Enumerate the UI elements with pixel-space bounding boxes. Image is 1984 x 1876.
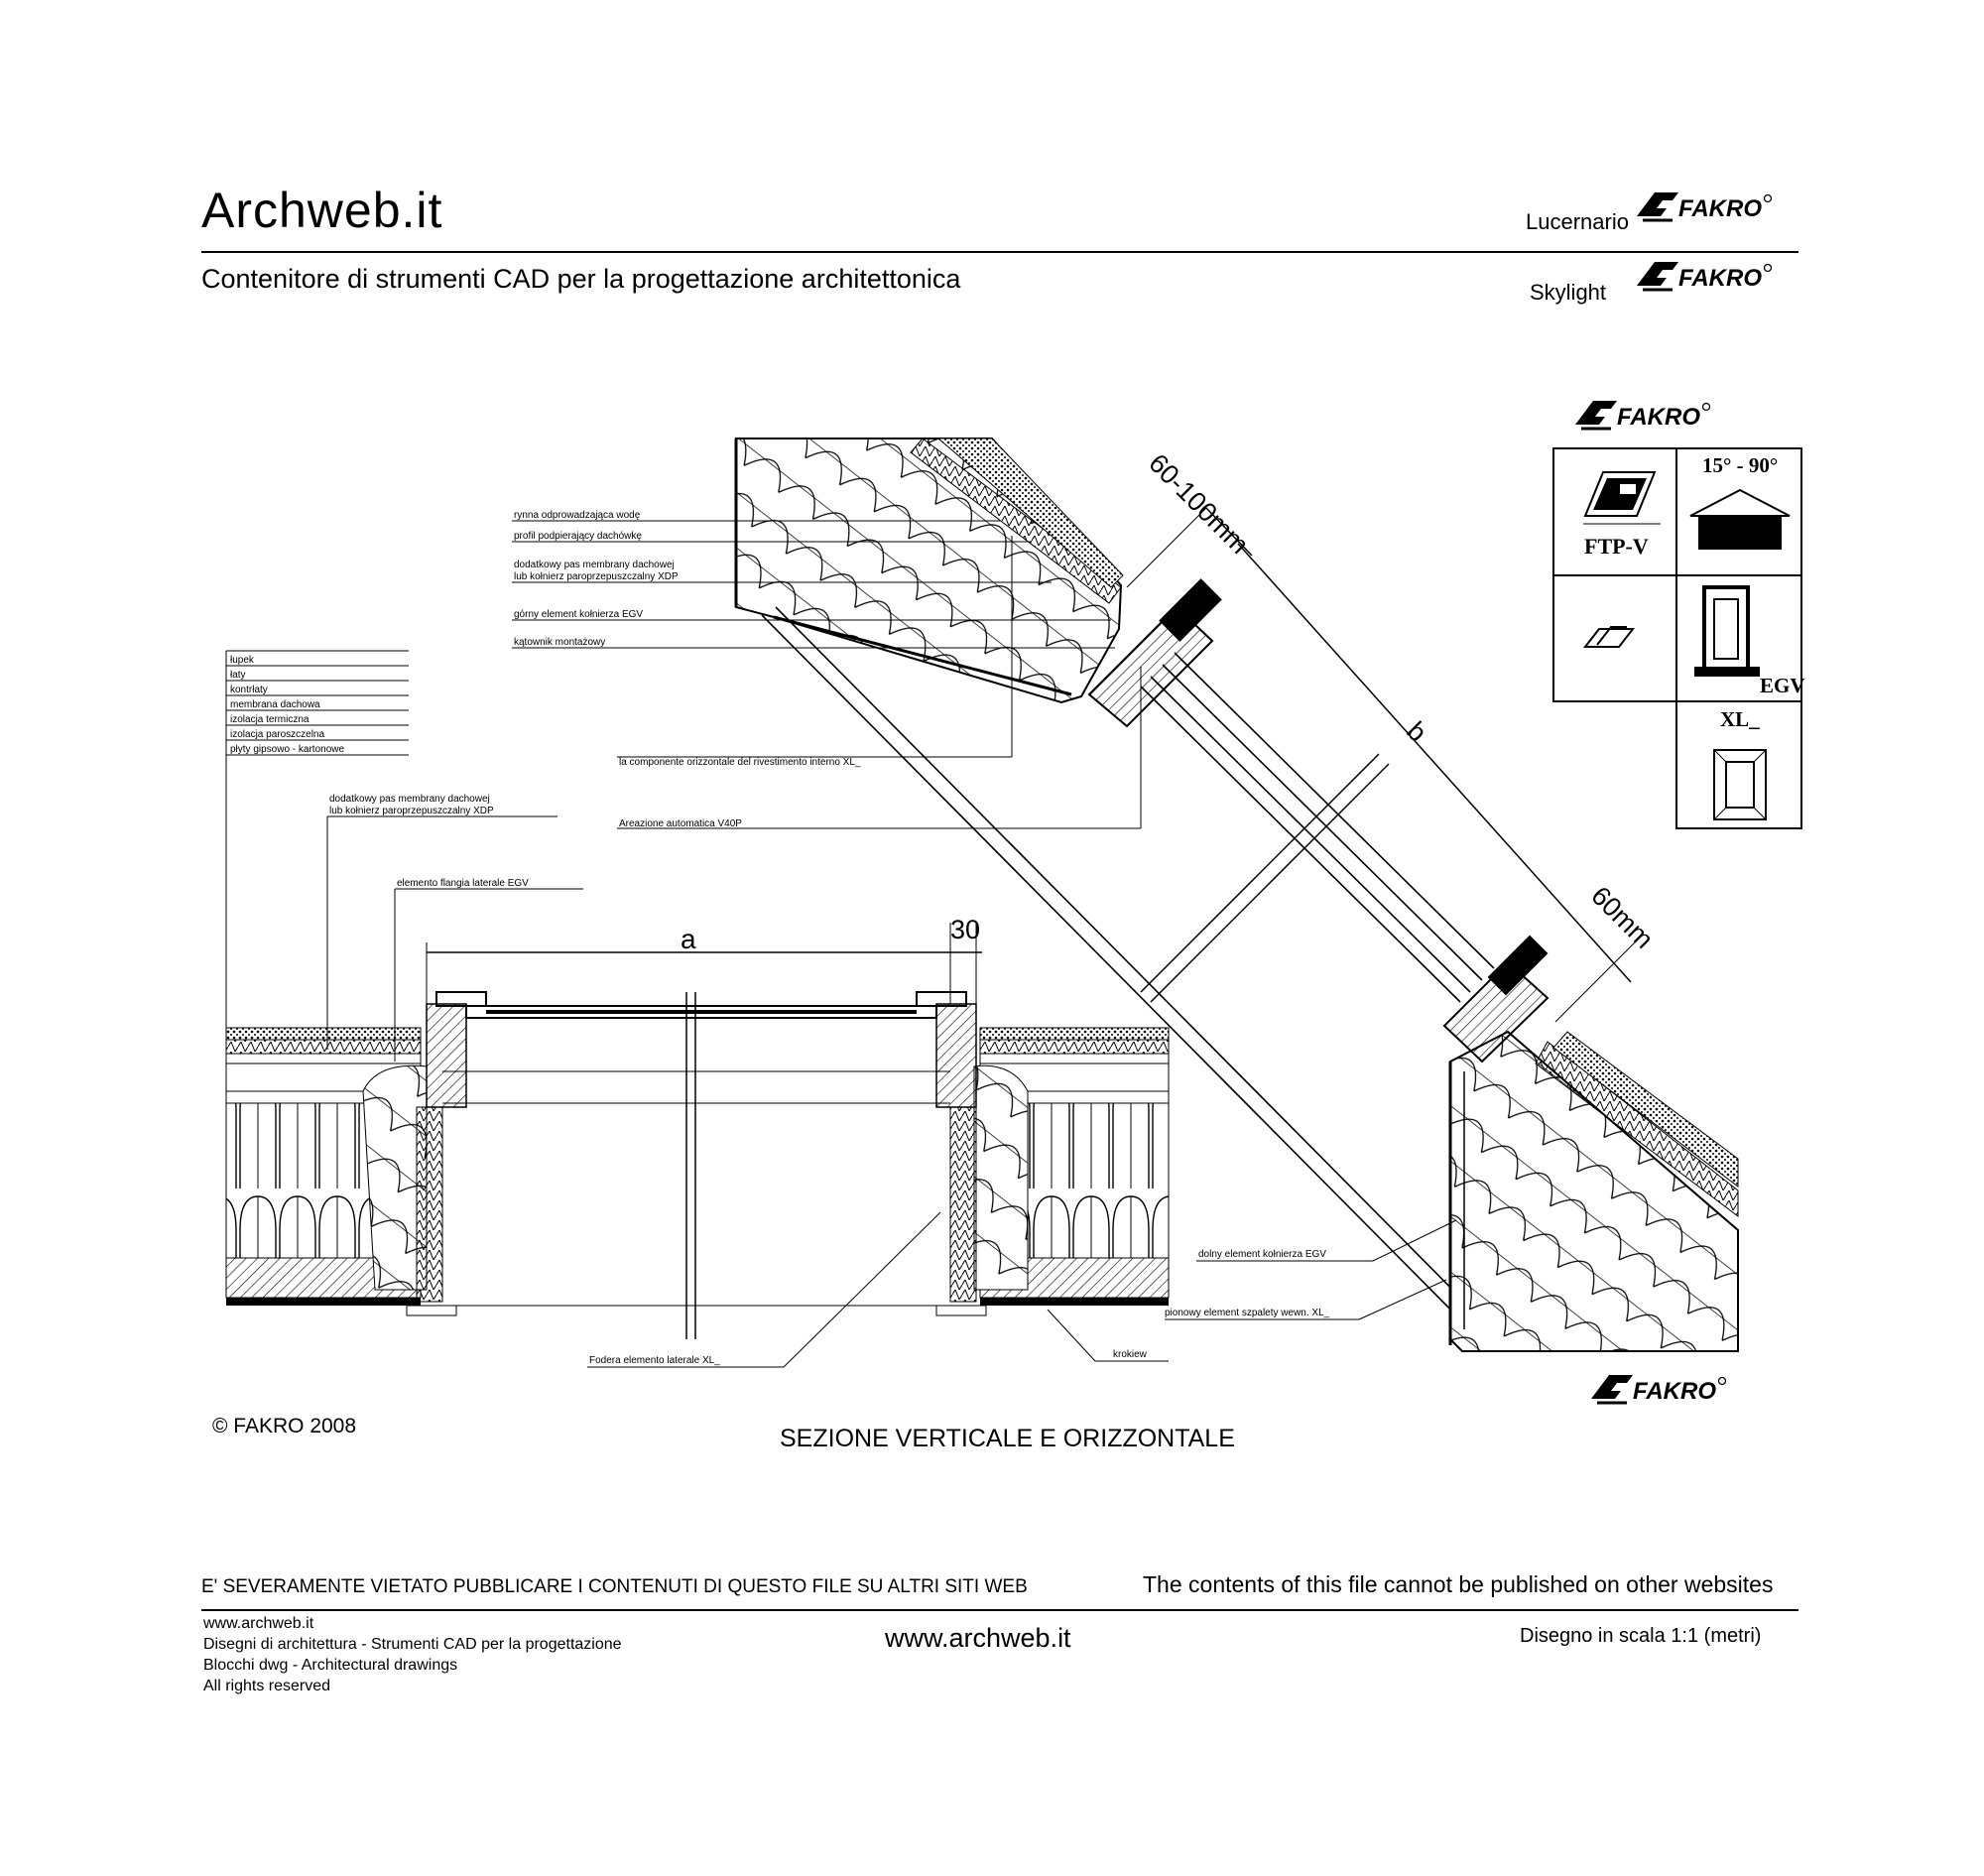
label-skylight: Skylight bbox=[1530, 280, 1607, 305]
footer-line-4: All rights reserved bbox=[203, 1678, 331, 1694]
dim-a: a bbox=[681, 924, 696, 954]
svg-text:XL_: XL_ bbox=[1720, 707, 1760, 731]
layer-laty: łaty bbox=[230, 670, 246, 681]
footer-line-2: Disegni di architettura - Strumenti CAD per la progettazione bbox=[203, 1636, 622, 1653]
technical-drawing: FAKRO FTP-V 15° - 90° EGV XL_ a 30 b 60-100mm 60mm łupek łaty kontrłaty membrana dachowa izolacja termiczna izolacja paroszczelna płyty gipsowo - kartonowe rynna odprowadzająca wodę profil podpierający dachówkę dodatkowy pas membrany dachowej lub kołnierz paroprzepuszczalny XDP górny element kołnierza EGV kątownik montażowy la componente orizzontale del rivestimento interno XL_ dodatkowy pas membrany dachowej lub kołnierz paroprzepuszczalny XDP Areazione automatica V40P elemento flangia laterale EGV dolny element kołnierza EGV pionowy element szpalety wewn. XL_ Fodera elemento laterale XL_ krokiew bbox=[0, 0, 1984, 1876]
brand-title: Archweb.it bbox=[201, 183, 443, 238]
label-lucernario: Lucernario bbox=[1526, 209, 1629, 234]
fakro-logo-legend bbox=[1575, 401, 1710, 431]
scale-note: Disegno in scala 1:1 (metri) bbox=[1520, 1625, 1762, 1647]
svg-text:EGV: EGV bbox=[1760, 674, 1805, 697]
layer-plyty: płyty gipsowo - kartonowe bbox=[230, 744, 345, 755]
fakro-logo-header-2 bbox=[1637, 262, 1772, 292]
dim-60mm: 60mm bbox=[1585, 880, 1660, 954]
subtitle: Contenitore di strumenti CAD per la progettazione architettonica bbox=[201, 264, 961, 294]
warning-english: The contents of this file cannot be published on other websites bbox=[1143, 1571, 1774, 1597]
dim-b: b bbox=[1401, 715, 1433, 748]
product-legend bbox=[1553, 401, 1805, 828]
dim-60-100mm: 60-100mm bbox=[1143, 447, 1255, 561]
callout-componente: la componente orizzontale del rivestimento interno XL_ bbox=[619, 757, 861, 768]
fakro-logo-header-1 bbox=[1637, 192, 1772, 222]
callout-katownik: kątownik montażowy bbox=[514, 637, 606, 648]
callout-dodatkowy-2: dodatkowy pas membrany dachowej bbox=[329, 794, 490, 805]
warning-italian: E' SEVERAMENTE VIETATO PUBBLICARE I CONTENUTI DI QUESTO FILE SU ALTRI SITI WEB bbox=[201, 1576, 1028, 1597]
footer-divider bbox=[201, 1609, 1798, 1611]
footer-line-1: www.archweb.it bbox=[203, 1615, 314, 1632]
horizontal-section bbox=[226, 923, 1169, 1339]
dim-30: 30 bbox=[950, 915, 981, 944]
callout-fodera: Fodera elemento laterale XL_ bbox=[589, 1355, 720, 1366]
layer-kontrlaty: kontrłaty bbox=[230, 685, 268, 695]
layer-membrana: membrana dachowa bbox=[230, 699, 320, 710]
layer-izolacja-paroszczelna: izolacja paroszczelna bbox=[230, 729, 325, 740]
callout-areazione: Areazione automatica V40P bbox=[619, 818, 742, 829]
fakro-logo-drawing bbox=[1591, 1375, 1726, 1405]
svg-text:FTP-V: FTP-V bbox=[1584, 534, 1649, 559]
callout-flangia: elemento flangia laterale EGV bbox=[397, 878, 529, 889]
callout-dodatkowy-1: dodatkowy pas membrany dachowej bbox=[514, 560, 675, 570]
callout-dolny: dolny element kołnierza EGV bbox=[1198, 1249, 1326, 1260]
footer-line-3: Blocchi dwg - Architectural drawings bbox=[203, 1657, 458, 1674]
callout-pionowy: pionowy element szpalety wewn. XL_ bbox=[1165, 1308, 1330, 1318]
callout-krokiew: krokiew bbox=[1113, 1349, 1147, 1360]
footer-url[interactable]: www.archweb.it bbox=[885, 1623, 1071, 1653]
callout-lub-1: lub kołnierz paroprzepuszczalny XDP bbox=[514, 571, 679, 582]
section-title: SEZIONE VERTICALE E ORIZZONTALE bbox=[780, 1425, 1235, 1452]
layer-izolacja-termiczna: izolacja termiczna bbox=[230, 714, 310, 725]
callout-profil: profil podpierający dachówkę bbox=[514, 531, 642, 542]
callout-rynna: rynna odprowadzająca wodę bbox=[514, 510, 641, 521]
svg-text:15° - 90°: 15° - 90° bbox=[1702, 453, 1779, 477]
layer-lupek: łupek bbox=[230, 655, 254, 666]
callout-gorny: górny element kołnierza EGV bbox=[514, 609, 644, 620]
copyright: © FAKRO 2008 bbox=[212, 1415, 357, 1438]
callout-lub-2: lub kołnierz paroprzepuszczalny XDP bbox=[329, 806, 494, 816]
